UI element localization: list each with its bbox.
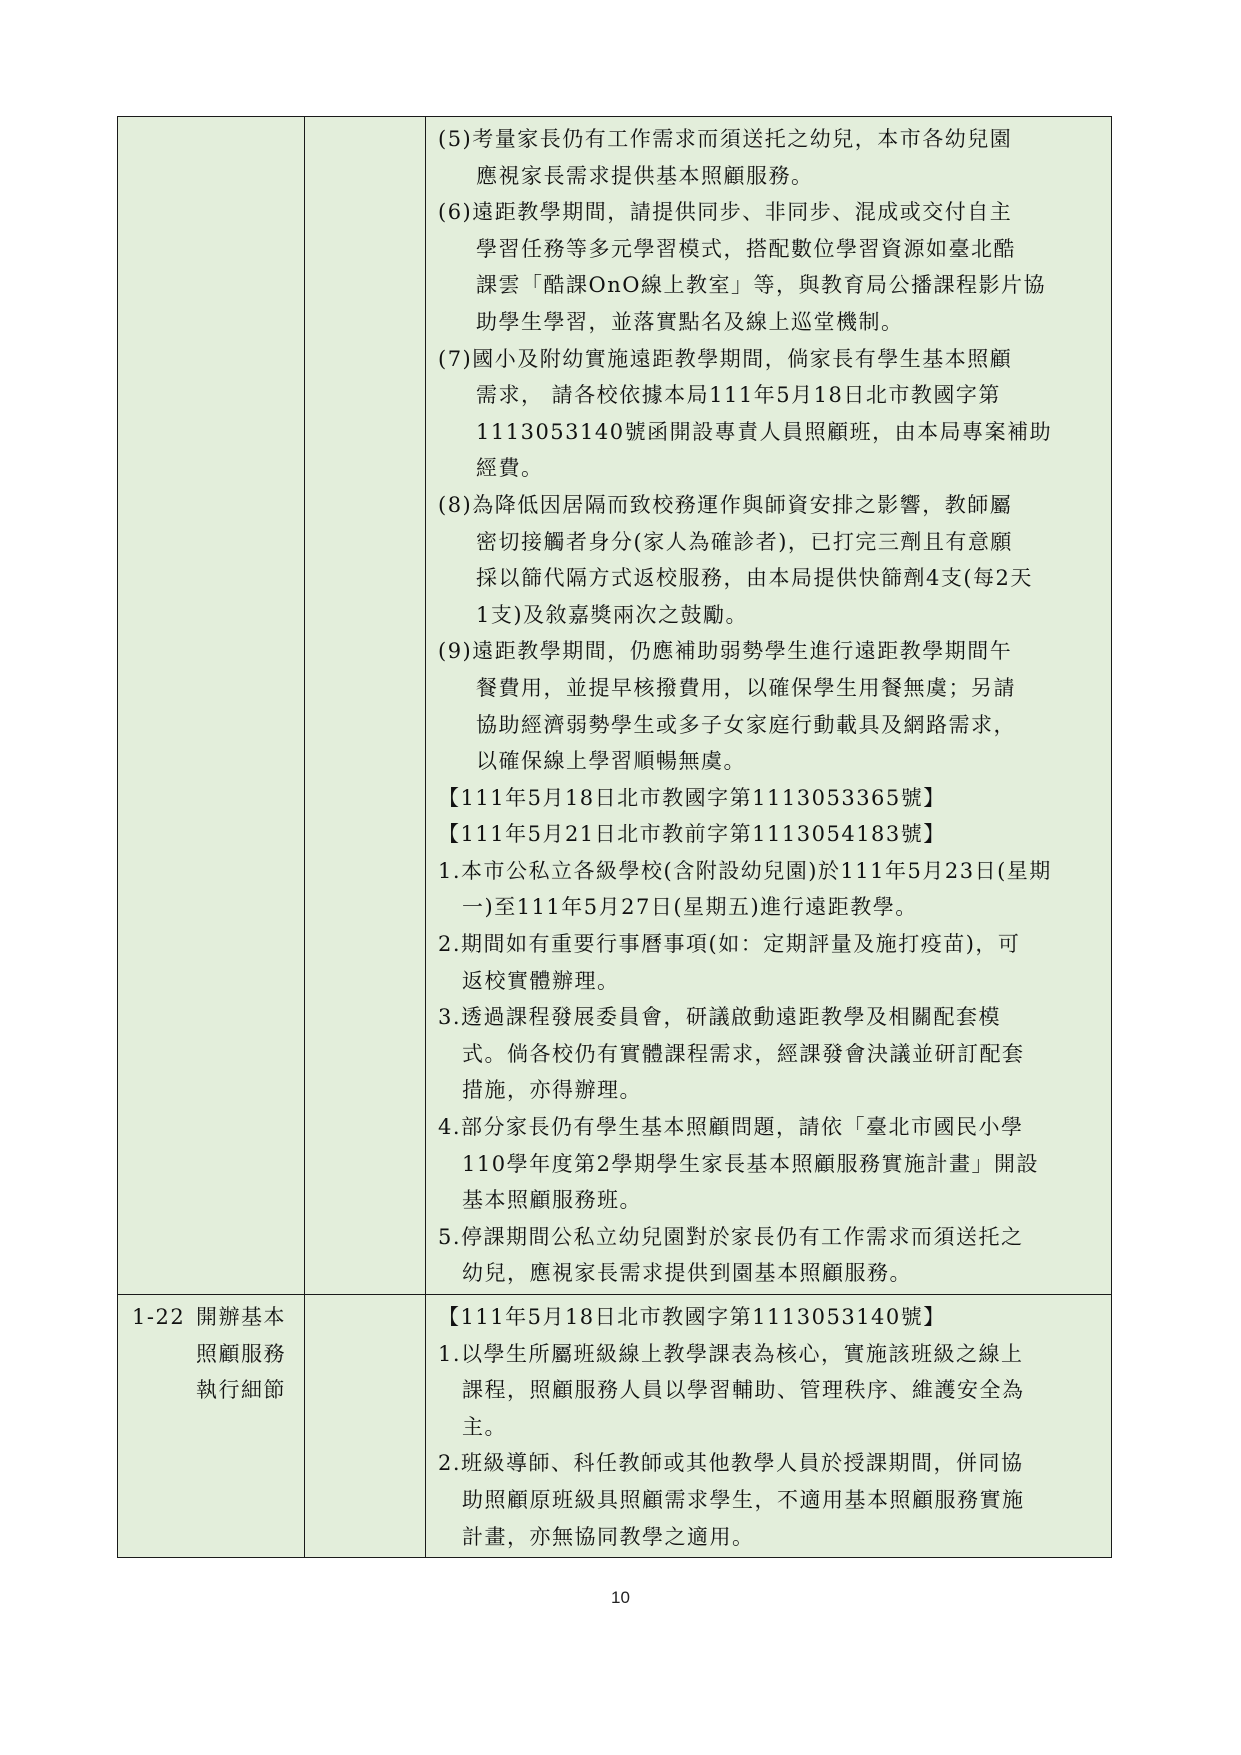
text-line: 密切接觸者身分(家人為確診者)，已打完三劑且有意願 xyxy=(476,529,1013,554)
text-line: 餐費用，並提早核撥費用，以確保學生用餐無虞；另請 xyxy=(476,675,1016,700)
text-line: 助學生學習，並落實點名及線上巡堂機制。 xyxy=(476,309,904,334)
text-line: 【111年5月18日北市教國字第1113053140號】 xyxy=(438,1305,946,1329)
text-line: 以確保線上學習順暢無虞。 xyxy=(476,749,746,774)
numbered-item xyxy=(438,1109,1103,1219)
text-line: 1113053140號函開設專責人員照顧班，由本局專案補助 xyxy=(476,419,1053,444)
sub-item xyxy=(438,194,1103,340)
text-line: 需求， 請各校依據本局111年5月18日北市教國字第 xyxy=(476,383,1001,408)
table-row xyxy=(118,1295,1112,1558)
text-line: 一)至111年5月27日(星期五)進行遠距教學。 xyxy=(462,895,918,920)
numbered-item xyxy=(438,853,1103,926)
sub-item xyxy=(438,121,1103,194)
numbered-item xyxy=(438,1336,1103,1446)
sub-item xyxy=(438,341,1103,487)
reference-line xyxy=(438,780,1103,817)
document-table xyxy=(117,116,1112,1558)
text-line: 課雲「酷課OnO線上教室」等，與教育局公播課程影片協 xyxy=(476,273,1046,298)
text-line: 經費。 xyxy=(476,456,544,481)
sub-item xyxy=(438,633,1103,779)
text-line: 主。 xyxy=(462,1414,507,1439)
text-line: 2.期間如有重要行事曆事項(如：定期評量及施打疫苗)，可 xyxy=(438,932,1021,957)
text-line: (5)考量家長仍有工作需求而須送托之幼兒，本市各幼兒園 xyxy=(438,127,1013,151)
text-line: (8)為降低因居隔而致校務運作與師資安排之影響，教師屬 xyxy=(438,492,1013,517)
numbered-item xyxy=(438,926,1103,999)
page-number: 10 xyxy=(611,1588,630,1607)
text-line: 應視家長需求提供基本照顧服務。 xyxy=(476,163,814,188)
text-line: 計畫，亦無協同教學之適用。 xyxy=(462,1524,755,1549)
text-line: 【111年5月21日北市教前字第1113054183號】 xyxy=(438,822,946,847)
text-line: 措施，亦得辦理。 xyxy=(462,1078,642,1103)
middle-cell xyxy=(305,1295,426,1558)
content-cell xyxy=(426,117,1112,1295)
text-line: 學習任務等多元學習模式，搭配數位學習資源如臺北酷 xyxy=(476,236,1016,261)
text-line: 2.班級導師、科任教師或其他教學人員於授課期間，併同協 xyxy=(438,1451,1024,1476)
text-line: 5.停課期間公私立幼兒園對於家長仍有工作需求而須送托之 xyxy=(438,1224,1024,1249)
item-title-line: 開辦基本 xyxy=(196,1305,286,1329)
text-line: 返校實體辦理。 xyxy=(462,968,620,993)
item-title-cell xyxy=(118,117,305,1295)
text-line: 3.透過課程發展委員會，研議啟動遠距教學及相關配套模 xyxy=(438,1005,1002,1030)
text-line: 4.部分家長仍有學生基本照顧問題，請依「臺北市國民小學 xyxy=(438,1115,1024,1140)
text-line: 協助經濟弱勢學生或多子女家庭行動載具及網路需求， xyxy=(476,712,1016,737)
text-line: 課程，照顧服務人員以學習輔助、管理秩序、維護安全為 xyxy=(462,1378,1025,1403)
reference-line xyxy=(438,816,1103,853)
text-line: 助照顧原班級具照顧需求學生，不適用基本照顧服務實施 xyxy=(462,1487,1025,1512)
text-line: 1支)及敘嘉獎兩次之鼓勵。 xyxy=(476,602,749,627)
text-line: 110學年度第2學期學生家長基本照顧服務實施計畫」開設 xyxy=(462,1151,1039,1176)
text-line: 1.以學生所屬班級線上教學課表為核心，實施該班級之線上 xyxy=(438,1341,1024,1366)
text-line: 採以篩代隔方式返校服務，由本局提供快篩劑4支(每2天 xyxy=(476,566,1033,591)
item-title-line: 照顧服務 xyxy=(196,1341,286,1366)
numbered-item xyxy=(438,999,1103,1109)
content-cell xyxy=(426,1295,1112,1558)
sub-item xyxy=(438,487,1103,633)
text-line: (7)國小及附幼實施遠距教學期間，倘家長有學生基本照顧 xyxy=(438,346,1013,371)
text-line: (6)遠距教學期間，請提供同步、非同步、混成或交付自主 xyxy=(438,200,1013,225)
text-line: 式。倘各校仍有實體課程需求，經課發會決議並研訂配套 xyxy=(462,1041,1025,1066)
text-line: 【111年5月18日北市教國字第1113053365號】 xyxy=(438,785,946,810)
item-title-cell xyxy=(118,1295,305,1558)
item-number: 1-22 xyxy=(132,1305,186,1329)
text-line: 1.本市公私立各級學校(含附設幼兒園)於111年5月23日(星期 xyxy=(438,858,1052,883)
text-line: (9)遠距教學期間，仍應補助弱勢學生進行遠距教學期間午 xyxy=(438,639,1013,664)
numbered-item xyxy=(438,1445,1103,1555)
table-row xyxy=(118,117,1112,1295)
text-line: 幼兒，應視家長需求提供到園基本照顧服務。 xyxy=(462,1261,912,1286)
item-title-line: 執行細節 xyxy=(196,1378,286,1403)
middle-cell xyxy=(305,117,426,1295)
item-heading xyxy=(118,1295,304,1409)
text-line: 基本照顧服務班。 xyxy=(462,1188,642,1213)
reference-line xyxy=(438,1299,1103,1336)
numbered-item xyxy=(438,1219,1103,1292)
